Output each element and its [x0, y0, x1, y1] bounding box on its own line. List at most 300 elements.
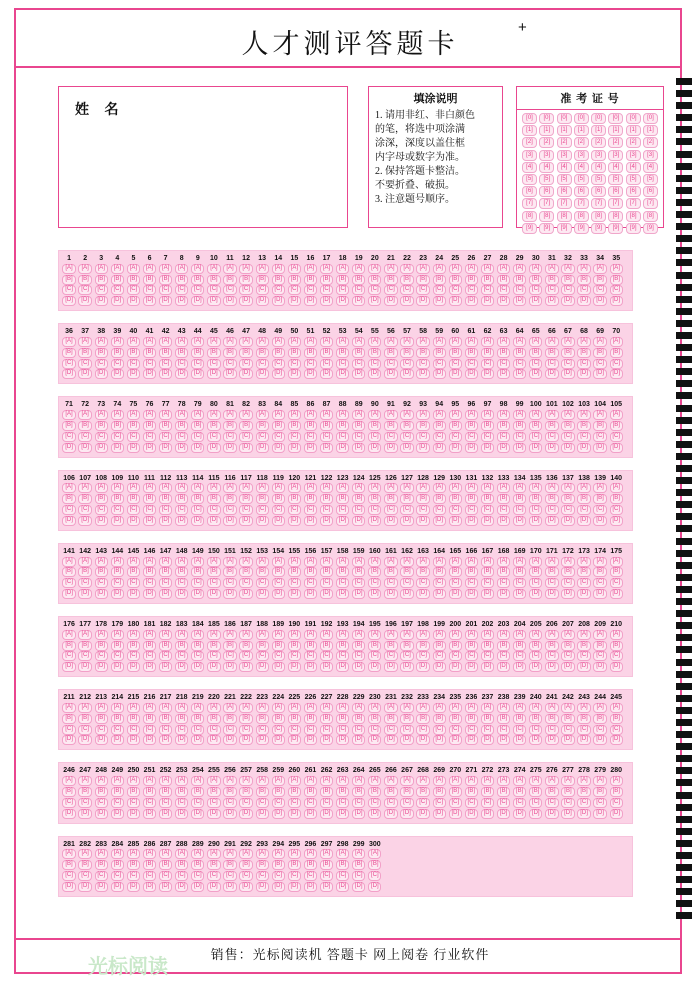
answer-bubble[interactable]: [A]: [513, 776, 526, 786]
answer-bubble[interactable]: [A]: [400, 703, 413, 713]
question-column[interactable]: [254, 474, 270, 526]
answer-bubble[interactable]: [D]: [191, 809, 204, 819]
question-column[interactable]: [560, 327, 576, 379]
answer-bubble[interactable]: [B]: [78, 567, 91, 577]
answer-bubble[interactable]: [A]: [529, 410, 542, 420]
answer-bubble[interactable]: [B]: [577, 714, 590, 724]
answer-bubble[interactable]: [C]: [433, 651, 446, 661]
answer-bubble[interactable]: [C]: [481, 285, 494, 295]
answer-bubble[interactable]: [C]: [175, 285, 188, 295]
question-column[interactable]: [286, 327, 302, 379]
question-column[interactable]: [592, 620, 608, 672]
answer-bubble[interactable]: [D]: [223, 516, 236, 526]
answer-bubble[interactable]: [B]: [256, 787, 269, 797]
answer-bubble[interactable]: [D]: [481, 735, 494, 745]
answer-bubble[interactable]: [C]: [239, 505, 252, 515]
answer-bubble[interactable]: [B]: [433, 421, 446, 431]
answer-bubble[interactable]: [B]: [465, 494, 478, 504]
answer-bubble[interactable]: [B]: [433, 275, 446, 285]
answer-bubble[interactable]: [A]: [449, 703, 462, 713]
answer-bubble[interactable]: [A]: [111, 264, 124, 274]
answer-bubble[interactable]: [C]: [352, 359, 365, 369]
answer-bubble[interactable]: [D]: [320, 735, 333, 745]
question-column[interactable]: [238, 620, 254, 672]
answer-bubble[interactable]: [C]: [368, 798, 381, 808]
answer-bubble[interactable]: [B]: [384, 421, 397, 431]
answer-bubble[interactable]: [D]: [175, 369, 188, 379]
question-column[interactable]: [61, 693, 77, 745]
answer-bubble[interactable]: [C]: [223, 359, 236, 369]
question-column[interactable]: [286, 620, 302, 672]
answer-bubble[interactable]: [D]: [465, 516, 478, 526]
question-column[interactable]: [238, 547, 254, 599]
answer-bubble[interactable]: [C]: [95, 725, 108, 735]
answer-bubble[interactable]: [B]: [223, 860, 236, 870]
answer-bubble[interactable]: [A]: [143, 410, 156, 420]
answer-bubble[interactable]: [D]: [433, 296, 446, 306]
answer-bubble[interactable]: [D]: [256, 882, 269, 892]
answer-bubble[interactable]: [C]: [95, 578, 108, 588]
answer-bubble[interactable]: [A]: [593, 264, 606, 274]
answer-bubble[interactable]: [B]: [433, 567, 446, 577]
answer-bubble[interactable]: [C]: [304, 578, 317, 588]
answer-bubble[interactable]: [C]: [223, 432, 236, 442]
answer-bubble[interactable]: [C]: [175, 871, 188, 881]
answer-bubble[interactable]: [D]: [288, 516, 301, 526]
answer-bubble[interactable]: [B]: [223, 641, 236, 651]
answer-bubble[interactable]: [C]: [127, 798, 140, 808]
answer-bubble[interactable]: [D]: [175, 882, 188, 892]
answer-bubble[interactable]: [C]: [143, 359, 156, 369]
answer-bubble[interactable]: [C]: [416, 285, 429, 295]
answer-bubble[interactable]: [A]: [127, 557, 140, 567]
answer-bubble[interactable]: [A]: [175, 703, 188, 713]
question-column[interactable]: [319, 766, 335, 818]
question-column[interactable]: [222, 620, 238, 672]
answer-bubble[interactable]: [D]: [304, 296, 317, 306]
question-column[interactable]: [512, 693, 528, 745]
question-column[interactable]: [254, 254, 270, 306]
answer-bubble[interactable]: [D]: [143, 516, 156, 526]
answer-bubble[interactable]: [C]: [159, 651, 172, 661]
answer-bubble[interactable]: [D]: [304, 589, 317, 599]
answer-bubble[interactable]: [D]: [593, 662, 606, 672]
answer-bubble[interactable]: [C]: [175, 725, 188, 735]
answer-bubble[interactable]: [B]: [336, 714, 349, 724]
question-column[interactable]: [254, 840, 270, 892]
answer-bubble[interactable]: [A]: [465, 703, 478, 713]
question-column[interactable]: [431, 254, 447, 306]
answer-bubble[interactable]: [B]: [320, 787, 333, 797]
answer-bubble[interactable]: [A]: [368, 557, 381, 567]
answer-bubble[interactable]: [A]: [465, 776, 478, 786]
answer-bubble[interactable]: [C]: [256, 359, 269, 369]
answer-bubble[interactable]: [A]: [304, 557, 317, 567]
question-column[interactable]: [351, 547, 367, 599]
answer-bubble[interactable]: [C]: [143, 432, 156, 442]
answer-bubble[interactable]: [A]: [465, 483, 478, 493]
answer-bubble[interactable]: [A]: [207, 703, 220, 713]
answer-bubble[interactable]: [B]: [143, 567, 156, 577]
answer-bubble[interactable]: [C]: [513, 359, 526, 369]
answer-bubble[interactable]: [C]: [593, 505, 606, 515]
question-column[interactable]: [141, 327, 157, 379]
answer-bubble[interactable]: [B]: [62, 641, 75, 651]
question-column[interactable]: [93, 693, 109, 745]
answer-bubble[interactable]: [C]: [545, 359, 558, 369]
answer-bubble[interactable]: [B]: [175, 567, 188, 577]
answer-bubble[interactable]: [A]: [577, 557, 590, 567]
admission-bubble[interactable]: [0]: [643, 113, 658, 124]
answer-bubble[interactable]: [A]: [336, 264, 349, 274]
question-column[interactable]: [576, 620, 592, 672]
answer-bubble[interactable]: [B]: [336, 494, 349, 504]
question-column[interactable]: [528, 327, 544, 379]
answer-bubble[interactable]: [C]: [304, 505, 317, 515]
answer-bubble[interactable]: [C]: [577, 725, 590, 735]
answer-bubble[interactable]: [D]: [352, 735, 365, 745]
admission-bubble[interactable]: [1]: [643, 125, 658, 136]
answer-bubble[interactable]: [B]: [561, 275, 574, 285]
answer-bubble[interactable]: [A]: [610, 703, 623, 713]
question-column[interactable]: [351, 620, 367, 672]
answer-bubble[interactable]: [B]: [304, 275, 317, 285]
question-column[interactable]: [93, 766, 109, 818]
answer-bubble[interactable]: [B]: [497, 567, 510, 577]
answer-bubble[interactable]: [D]: [384, 296, 397, 306]
answer-bubble[interactable]: [B]: [159, 787, 172, 797]
answer-bubble[interactable]: [A]: [416, 337, 429, 347]
answer-bubble[interactable]: [D]: [288, 809, 301, 819]
answer-bubble[interactable]: [C]: [304, 432, 317, 442]
answer-bubble[interactable]: [C]: [449, 432, 462, 442]
question-column[interactable]: [608, 547, 624, 599]
answer-bubble[interactable]: [D]: [513, 809, 526, 819]
answer-bubble[interactable]: [D]: [256, 369, 269, 379]
question-column[interactable]: [270, 620, 286, 672]
question-column[interactable]: [61, 474, 77, 526]
answer-bubble[interactable]: [A]: [610, 264, 623, 274]
answer-bubble[interactable]: [A]: [449, 337, 462, 347]
answer-bubble[interactable]: [B]: [159, 860, 172, 870]
question-column[interactable]: [592, 547, 608, 599]
answer-bubble[interactable]: [B]: [481, 787, 494, 797]
answer-bubble[interactable]: [A]: [384, 703, 397, 713]
answer-bubble[interactable]: [A]: [529, 776, 542, 786]
answer-bubble[interactable]: [B]: [352, 860, 365, 870]
answer-bubble[interactable]: [C]: [497, 505, 510, 515]
answer-bubble[interactable]: [D]: [577, 589, 590, 599]
answer-bubble[interactable]: [C]: [577, 798, 590, 808]
question-column[interactable]: [479, 474, 495, 526]
answer-bubble[interactable]: [B]: [368, 860, 381, 870]
admission-bubble[interactable]: [0]: [574, 113, 589, 124]
question-column[interactable]: [77, 327, 93, 379]
answer-bubble[interactable]: [C]: [561, 285, 574, 295]
question-column[interactable]: [399, 693, 415, 745]
answer-bubble[interactable]: [A]: [416, 776, 429, 786]
answer-bubble[interactable]: [D]: [545, 662, 558, 672]
answer-bubble[interactable]: [C]: [400, 651, 413, 661]
answer-bubble[interactable]: [B]: [62, 714, 75, 724]
question-column[interactable]: [319, 474, 335, 526]
answer-bubble[interactable]: [A]: [239, 703, 252, 713]
answer-bubble[interactable]: [B]: [175, 421, 188, 431]
question-column[interactable]: [367, 693, 383, 745]
admission-number-box[interactable]: [516, 86, 664, 231]
question-column[interactable]: [93, 620, 109, 672]
answer-bubble[interactable]: [A]: [593, 776, 606, 786]
answer-bubble[interactable]: [A]: [127, 264, 140, 274]
answer-bubble[interactable]: [D]: [497, 735, 510, 745]
answer-bubble[interactable]: [A]: [223, 849, 236, 859]
answer-bubble[interactable]: [A]: [256, 849, 269, 859]
answer-bubble[interactable]: [B]: [513, 421, 526, 431]
question-column[interactable]: [528, 474, 544, 526]
answer-bubble[interactable]: [C]: [320, 651, 333, 661]
answer-bubble[interactable]: [C]: [288, 432, 301, 442]
answer-bubble[interactable]: [D]: [78, 589, 91, 599]
admission-bubble[interactable]: [6]: [574, 186, 589, 197]
answer-bubble[interactable]: [B]: [352, 641, 365, 651]
answer-bubble[interactable]: [D]: [336, 516, 349, 526]
question-column[interactable]: [190, 400, 206, 452]
question-column[interactable]: [109, 620, 125, 672]
answer-bubble[interactable]: [C]: [320, 725, 333, 735]
answer-bubble[interactable]: [C]: [223, 651, 236, 661]
answer-bubble[interactable]: [A]: [497, 557, 510, 567]
answer-bubble[interactable]: [C]: [416, 505, 429, 515]
answer-bubble[interactable]: [A]: [529, 483, 542, 493]
answer-bubble[interactable]: [A]: [191, 776, 204, 786]
answer-bubble[interactable]: [C]: [336, 285, 349, 295]
admission-bubble[interactable]: [1]: [626, 125, 641, 136]
answer-bubble[interactable]: [C]: [304, 651, 317, 661]
answer-bubble[interactable]: [B]: [239, 567, 252, 577]
answer-bubble[interactable]: [D]: [384, 443, 397, 453]
answer-bubble[interactable]: [C]: [207, 798, 220, 808]
answer-bubble[interactable]: [D]: [207, 516, 220, 526]
answer-bubble[interactable]: [B]: [191, 567, 204, 577]
answer-bubble[interactable]: [C]: [497, 359, 510, 369]
answer-bubble[interactable]: [C]: [610, 359, 623, 369]
answer-bubble[interactable]: [B]: [352, 421, 365, 431]
answer-bubble[interactable]: [B]: [320, 275, 333, 285]
answer-bubble[interactable]: [B]: [95, 348, 108, 358]
answer-bubble[interactable]: [D]: [223, 882, 236, 892]
answer-bubble[interactable]: [C]: [577, 578, 590, 588]
answer-bubble[interactable]: [D]: [207, 809, 220, 819]
question-column[interactable]: [576, 474, 592, 526]
admission-bubble[interactable]: [3]: [539, 150, 554, 161]
answer-bubble[interactable]: [C]: [400, 725, 413, 735]
answer-bubble[interactable]: [B]: [272, 421, 285, 431]
answer-bubble[interactable]: [B]: [465, 567, 478, 577]
answer-bubble[interactable]: [A]: [239, 483, 252, 493]
question-column[interactable]: [286, 254, 302, 306]
question-column[interactable]: [270, 327, 286, 379]
answer-bubble[interactable]: [B]: [610, 275, 623, 285]
answer-bubble[interactable]: [D]: [610, 735, 623, 745]
answer-bubble[interactable]: [A]: [239, 630, 252, 640]
answer-bubble[interactable]: [B]: [95, 494, 108, 504]
answer-bubble[interactable]: [B]: [143, 275, 156, 285]
admission-bubble[interactable]: [5]: [539, 174, 554, 185]
admission-digit-column[interactable]: [591, 113, 606, 235]
answer-bubble[interactable]: [C]: [78, 432, 91, 442]
answer-bubble[interactable]: [D]: [433, 516, 446, 526]
question-column[interactable]: [415, 693, 431, 745]
answer-bubble[interactable]: [D]: [62, 369, 75, 379]
answer-bubble[interactable]: [C]: [529, 651, 542, 661]
answer-bubble[interactable]: [C]: [433, 578, 446, 588]
answer-bubble[interactable]: [D]: [191, 589, 204, 599]
answer-bubble[interactable]: [A]: [256, 483, 269, 493]
answer-bubble[interactable]: [D]: [207, 296, 220, 306]
answer-bubble[interactable]: [B]: [545, 714, 558, 724]
answer-bubble[interactable]: [A]: [239, 337, 252, 347]
answer-bubble[interactable]: [D]: [481, 443, 494, 453]
answer-bubble[interactable]: [B]: [78, 860, 91, 870]
question-column[interactable]: [592, 400, 608, 452]
answer-bubble[interactable]: [A]: [529, 630, 542, 640]
question-column[interactable]: [125, 327, 141, 379]
answer-bubble[interactable]: [D]: [111, 443, 124, 453]
answer-bubble[interactable]: [B]: [561, 348, 574, 358]
answer-bubble[interactable]: [D]: [561, 516, 574, 526]
answer-bubble[interactable]: [D]: [95, 296, 108, 306]
answer-bubble[interactable]: [C]: [561, 432, 574, 442]
question-column[interactable]: [496, 327, 512, 379]
question-column[interactable]: [479, 400, 495, 452]
answer-bubble[interactable]: [B]: [433, 641, 446, 651]
question-column[interactable]: [77, 254, 93, 306]
answer-bubble[interactable]: [A]: [352, 630, 365, 640]
answer-bubble[interactable]: [B]: [256, 641, 269, 651]
question-column[interactable]: [431, 693, 447, 745]
answer-bubble[interactable]: [A]: [481, 557, 494, 567]
question-column[interactable]: [447, 620, 463, 672]
answer-bubble[interactable]: [C]: [62, 725, 75, 735]
answer-bubble[interactable]: [D]: [545, 516, 558, 526]
answer-bubble[interactable]: [D]: [577, 809, 590, 819]
answer-bubble[interactable]: [A]: [577, 630, 590, 640]
answer-bubble[interactable]: [A]: [352, 264, 365, 274]
answer-bubble[interactable]: [A]: [352, 337, 365, 347]
answer-bubble[interactable]: [A]: [320, 849, 333, 859]
answer-bubble[interactable]: [D]: [143, 662, 156, 672]
answer-bubble[interactable]: [C]: [529, 359, 542, 369]
answer-bubble[interactable]: [D]: [465, 443, 478, 453]
answer-bubble[interactable]: [C]: [561, 359, 574, 369]
answer-bubble[interactable]: [C]: [239, 725, 252, 735]
answer-bubble[interactable]: [A]: [111, 776, 124, 786]
answer-bubble[interactable]: [A]: [288, 630, 301, 640]
question-column[interactable]: [174, 620, 190, 672]
answer-bubble[interactable]: [B]: [256, 567, 269, 577]
answer-bubble[interactable]: [A]: [561, 557, 574, 567]
answer-bubble[interactable]: [A]: [95, 849, 108, 859]
answer-bubble[interactable]: [D]: [62, 589, 75, 599]
answer-bubble[interactable]: [C]: [449, 651, 462, 661]
answer-bubble[interactable]: [D]: [416, 662, 429, 672]
answer-bubble[interactable]: [C]: [143, 871, 156, 881]
answer-bubble[interactable]: [C]: [384, 578, 397, 588]
answer-bubble[interactable]: [B]: [111, 641, 124, 651]
question-column[interactable]: [447, 766, 463, 818]
answer-bubble[interactable]: [D]: [95, 369, 108, 379]
answer-bubble[interactable]: [B]: [416, 421, 429, 431]
answer-bubble[interactable]: [A]: [368, 264, 381, 274]
answer-bubble[interactable]: [A]: [127, 483, 140, 493]
answer-bubble[interactable]: [C]: [159, 505, 172, 515]
answer-bubble[interactable]: [A]: [95, 264, 108, 274]
answer-bubble[interactable]: [A]: [336, 483, 349, 493]
question-column[interactable]: [447, 400, 463, 452]
question-column[interactable]: [270, 547, 286, 599]
answer-bubble[interactable]: [B]: [368, 348, 381, 358]
answer-bubble[interactable]: [D]: [191, 369, 204, 379]
answer-bubble[interactable]: [A]: [272, 337, 285, 347]
answer-bubble[interactable]: [D]: [256, 809, 269, 819]
answer-bubble[interactable]: [D]: [352, 809, 365, 819]
question-column[interactable]: [383, 400, 399, 452]
question-column[interactable]: [270, 766, 286, 818]
answer-bubble[interactable]: [C]: [320, 432, 333, 442]
question-column[interactable]: [415, 254, 431, 306]
answer-bubble[interactable]: [D]: [320, 516, 333, 526]
admission-bubble[interactable]: [7]: [591, 198, 606, 209]
answer-bubble[interactable]: [B]: [239, 787, 252, 797]
answer-block[interactable]: [58, 836, 633, 897]
answer-bubble[interactable]: [C]: [610, 651, 623, 661]
question-column[interactable]: [335, 327, 351, 379]
answer-bubble[interactable]: [B]: [497, 275, 510, 285]
question-column[interactable]: [302, 840, 318, 892]
answer-bubble[interactable]: [B]: [593, 714, 606, 724]
answer-bubble[interactable]: [D]: [529, 516, 542, 526]
answer-bubble[interactable]: [C]: [143, 505, 156, 515]
answer-bubble[interactable]: [D]: [207, 882, 220, 892]
answer-bubble[interactable]: [A]: [288, 849, 301, 859]
admission-bubble[interactable]: [2]: [557, 137, 572, 148]
answer-bubble[interactable]: [C]: [400, 359, 413, 369]
answer-bubble[interactable]: [C]: [95, 871, 108, 881]
answer-bubble[interactable]: [B]: [256, 494, 269, 504]
answer-bubble[interactable]: [C]: [497, 578, 510, 588]
answer-bubble[interactable]: [B]: [593, 348, 606, 358]
answer-bubble[interactable]: [A]: [223, 557, 236, 567]
answer-bubble[interactable]: [C]: [191, 651, 204, 661]
answer-bubble[interactable]: [A]: [368, 483, 381, 493]
question-column[interactable]: [222, 474, 238, 526]
answer-bubble[interactable]: [C]: [336, 871, 349, 881]
answer-bubble[interactable]: [C]: [175, 505, 188, 515]
answer-bubble[interactable]: [B]: [191, 787, 204, 797]
answer-bubble[interactable]: [C]: [577, 505, 590, 515]
answer-bubble[interactable]: [B]: [95, 275, 108, 285]
answer-bubble[interactable]: [D]: [207, 662, 220, 672]
admission-bubble[interactable]: [8]: [608, 211, 623, 222]
question-column[interactable]: [319, 327, 335, 379]
answer-bubble[interactable]: [C]: [256, 725, 269, 735]
answer-bubble[interactable]: [A]: [191, 849, 204, 859]
answer-bubble[interactable]: [D]: [239, 735, 252, 745]
answer-bubble[interactable]: [D]: [433, 809, 446, 819]
answer-bubble[interactable]: [D]: [239, 443, 252, 453]
answer-bubble[interactable]: [B]: [256, 714, 269, 724]
answer-bubble[interactable]: [C]: [384, 432, 397, 442]
